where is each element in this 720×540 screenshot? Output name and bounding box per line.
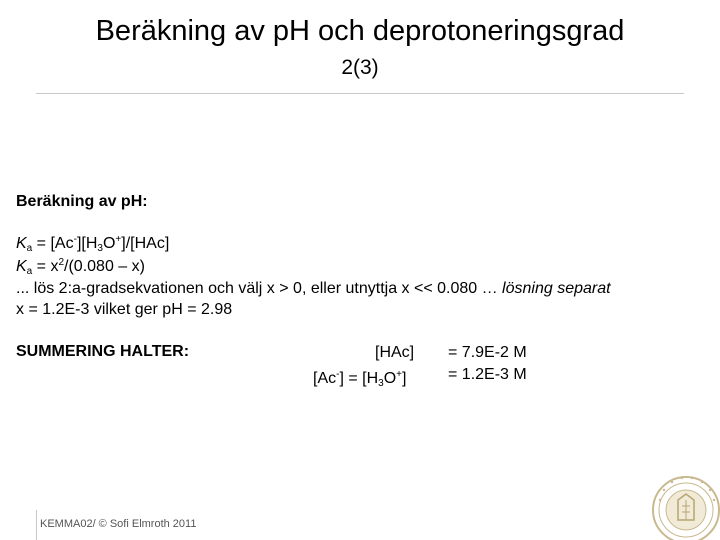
- conc-part: O: [383, 370, 397, 387]
- title-divider: [36, 93, 684, 94]
- conc-plus: +: [396, 369, 403, 380]
- section-heading: Beräkning av pH:: [16, 193, 148, 210]
- ka-subscript: a: [26, 243, 33, 254]
- conc-part: [Ac: [313, 370, 337, 387]
- eq2-square: 2: [58, 257, 65, 268]
- ka-subscript: a: [26, 266, 33, 277]
- eq1-part: ][H: [76, 235, 98, 252]
- conc-hac-label: [HAc]: [375, 344, 415, 361]
- conc-part: ] = [H: [339, 370, 379, 387]
- conc-minus: -: [336, 369, 340, 380]
- footer-divider: [36, 510, 37, 540]
- slide-subtitle: 2(3): [341, 56, 379, 79]
- conc-three: 3: [378, 378, 384, 389]
- equation-ka-x: [16, 257, 145, 277]
- instruction-text: ... lös 2:a-gradsekvationen och välj x > 0, eller utnyttja x << 0.080 …: [16, 280, 503, 297]
- footer-text: KEMMA02/ © Sofi Elmroth 2011: [40, 518, 197, 530]
- eq1-minus: -: [73, 234, 77, 245]
- conc-ac-h3o-label: [313, 364, 406, 395]
- conc-ac-h3o-value: = 1.2E-3 M: [448, 366, 527, 383]
- conc-hac-value: = 7.9E-2 M: [448, 344, 527, 361]
- eq1-part: O: [102, 235, 116, 252]
- ka-symbol: K: [16, 258, 27, 275]
- eq1-plus: +: [115, 234, 122, 245]
- instruction-italic: lösning separat: [502, 280, 611, 297]
- slide-title: Beräkning av pH och deprotoneringsgrad: [95, 15, 625, 47]
- equation-ka-definition: [16, 234, 169, 254]
- summary-heading: SUMMERING HALTER:: [16, 343, 190, 360]
- conc-part: ]: [402, 370, 407, 387]
- eq2-part: /(0.080 – x): [64, 258, 145, 275]
- solution-instruction: [16, 280, 611, 298]
- eq1-part: = [Ac: [32, 235, 74, 252]
- ka-symbol: K: [16, 235, 27, 252]
- eq1-part: ]/[HAc]: [121, 235, 170, 252]
- eq2-part: = x: [32, 258, 59, 275]
- eq1-three: 3: [97, 243, 103, 254]
- university-seal-icon: [646, 470, 720, 540]
- result-line: x = 1.2E-3 vilket ger pH = 2.98: [16, 301, 233, 318]
